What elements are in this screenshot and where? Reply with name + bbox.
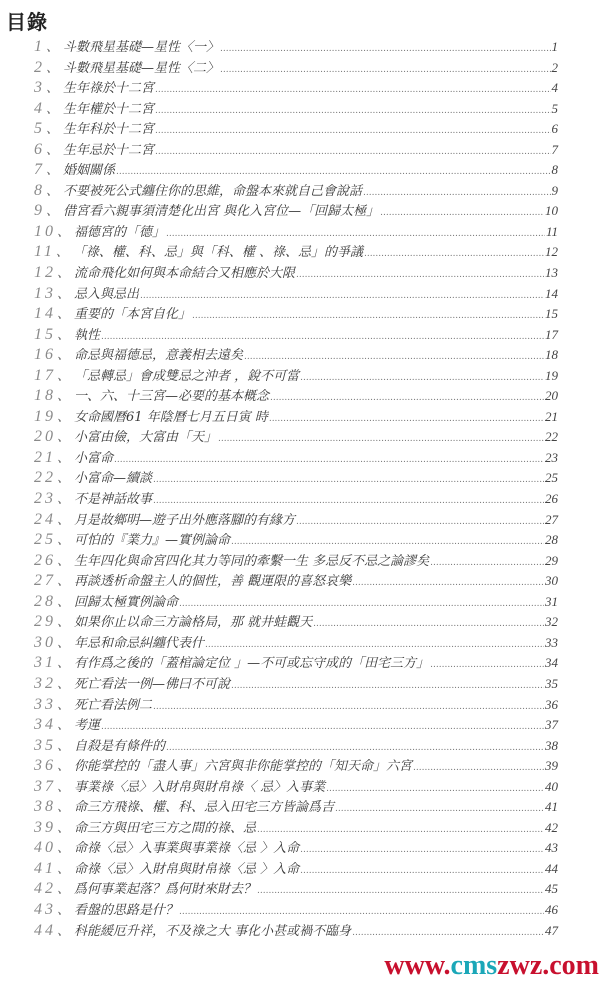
leader-dots [179, 594, 544, 615]
entry-page-number: 17 [545, 326, 558, 342]
toc-entry[interactable] [34, 859, 558, 880]
toc-entry[interactable] [34, 58, 558, 79]
entry-page-number: 36 [545, 696, 558, 712]
entry-title: 死亡看法一例—佛曰不可說 [74, 676, 231, 692]
leader-dots [220, 39, 550, 60]
entry-separator: 、 [57, 471, 71, 487]
entry-page-number: 22 [545, 429, 558, 445]
toc-entry[interactable] [34, 160, 558, 181]
watermark-brand: cms [450, 950, 498, 981]
toc-entry[interactable] [34, 530, 558, 551]
entry-separator: 、 [46, 60, 60, 76]
entry-separator: 、 [57, 759, 71, 775]
table-of-contents [34, 37, 558, 941]
toc-entry[interactable] [34, 366, 558, 387]
entry-separator: 、 [57, 574, 71, 590]
entry-separator: 、 [57, 738, 71, 754]
toc-entry[interactable] [34, 571, 558, 592]
entry-number: 19 [34, 407, 56, 425]
entry-page-number: 40 [545, 778, 558, 794]
entry-title: 不是神話故事 [74, 492, 153, 508]
entry-page-number: 4 [551, 80, 558, 96]
toc-entry[interactable] [34, 201, 558, 222]
entry-page-number: 20 [545, 388, 558, 404]
entry-number: 42 [34, 880, 56, 898]
entry-separator: 、 [57, 882, 71, 898]
entry-separator: 、 [57, 635, 71, 651]
entry-page-number: 10 [545, 203, 558, 219]
entry-separator: 、 [57, 779, 71, 795]
entry-separator: 、 [57, 923, 71, 939]
entry-number: 10 [34, 222, 56, 240]
entry-title: 自殺是有條件的 [74, 738, 166, 754]
entry-page-number: 21 [545, 408, 558, 424]
toc-entry[interactable] [34, 592, 558, 613]
entry-separator: 、 [57, 286, 71, 302]
entry-number: 33 [34, 695, 56, 713]
entry-title: 流命飛化如何與本命結合又相應於大限 [74, 266, 296, 282]
toc-entry[interactable] [34, 284, 558, 305]
leader-dots [220, 60, 550, 81]
entry-separator: 、 [57, 697, 71, 713]
toc-entry[interactable] [34, 633, 558, 654]
entry-title: 年忌和命忌糾纏代表什 [74, 635, 205, 651]
leader-dots [364, 244, 544, 265]
entry-separator: 、 [57, 409, 71, 425]
entry-separator: 、 [57, 676, 71, 692]
entry-title: 月是故鄉明—遊子出外應落腳的有緣方 [74, 512, 296, 528]
entry-separator: 、 [57, 307, 71, 323]
entry-number: 14 [34, 305, 56, 323]
entry-page-number: 1 [551, 39, 558, 54]
toc-entry[interactable] [34, 838, 558, 859]
leader-dots [430, 655, 544, 676]
entry-page-number: 8 [551, 162, 558, 178]
leader-dots [335, 799, 544, 820]
leader-dots [244, 347, 544, 368]
leader-dots [155, 101, 550, 122]
entry-separator: 、 [57, 820, 71, 836]
entry-number: 1 [34, 38, 45, 55]
entry-title: 生年權於十二宮 [63, 101, 155, 117]
entry-page-number: 42 [545, 819, 558, 835]
toc-entry[interactable] [34, 510, 558, 531]
watermark-prefix: www. [384, 950, 451, 981]
entry-number: 30 [34, 633, 56, 651]
leader-dots [430, 553, 544, 574]
entry-separator: 、 [57, 841, 71, 857]
leader-dots [352, 923, 544, 944]
entry-title: 死亡看法例二 [74, 697, 153, 713]
toc-entry[interactable] [34, 140, 558, 161]
toc-entry[interactable] [34, 119, 558, 140]
leader-dots [153, 470, 544, 491]
entry-title: 命忌與福德忌，意義相去遠矣 [74, 348, 244, 364]
toc-entry[interactable] [34, 674, 558, 695]
leader-dots [380, 203, 544, 224]
toc-entry[interactable] [34, 489, 558, 510]
toc-entry[interactable] [34, 921, 558, 942]
entry-separator: 、 [57, 594, 71, 610]
leader-dots [179, 902, 544, 923]
entry-number: 32 [34, 674, 56, 692]
entry-page-number: 45 [545, 881, 558, 897]
entry-page-number: 26 [545, 491, 558, 507]
entry-title: 命三方與田宅三方之間的祿、忌 [74, 820, 257, 836]
entry-separator: 、 [57, 553, 71, 569]
entry-page-number: 28 [545, 532, 558, 548]
entry-number: 15 [34, 325, 56, 343]
entry-title: 小富由儉，大富由「天」 [74, 430, 218, 446]
entry-separator: 、 [57, 430, 71, 446]
entry-title: 一、六、十三宮—必要的基本概念 [74, 389, 270, 405]
entry-page-number: 11 [545, 223, 558, 239]
entry-number: 41 [34, 859, 56, 877]
entry-page-number: 2 [551, 59, 558, 75]
entry-page-number: 37 [545, 717, 558, 733]
entry-separator: 、 [46, 142, 60, 158]
entry-number: 23 [34, 490, 56, 508]
entry-page-number: 35 [545, 675, 558, 691]
entry-separator: 、 [57, 656, 71, 672]
entry-title: 女命國曆61 年陰曆七月五日寅 時 [74, 409, 268, 425]
leader-dots [296, 512, 544, 533]
entry-separator: 、 [46, 81, 60, 97]
toc-entry[interactable] [34, 386, 558, 407]
leader-dots [300, 840, 544, 861]
entry-page-number: 13 [545, 265, 558, 281]
entry-separator: 、 [57, 389, 71, 405]
entry-page-number: 41 [545, 799, 558, 815]
toc-entry[interactable] [34, 777, 558, 798]
leader-dots [155, 142, 550, 163]
toc-entry[interactable] [34, 448, 558, 469]
watermark [384, 950, 599, 982]
leader-dots [218, 429, 544, 450]
entry-number: 5 [34, 120, 45, 138]
leader-dots [296, 265, 544, 286]
leader-dots [155, 80, 550, 101]
entry-title: 可怕的『業力』—實例論命 [74, 533, 231, 549]
entry-number: 34 [34, 716, 56, 734]
entry-separator: 、 [46, 204, 60, 220]
entry-page-number: 46 [545, 901, 558, 917]
entry-title: 重要的「本宮自化」 [74, 307, 192, 323]
entry-separator: 、 [57, 718, 71, 734]
toc-entry[interactable] [34, 468, 558, 489]
entry-separator: 、 [57, 348, 71, 364]
leader-dots [101, 327, 544, 348]
entry-number: 12 [34, 264, 56, 282]
entry-separator: 、 [57, 368, 71, 384]
leader-dots [300, 368, 544, 389]
leader-dots [166, 224, 545, 245]
entry-number: 18 [34, 387, 56, 405]
entry-separator: 、 [57, 615, 71, 631]
entry-page-number: 27 [545, 511, 558, 527]
entry-number: 27 [34, 572, 56, 590]
entry-page-number: 38 [545, 737, 558, 753]
entry-title: 如果你止以命三方論格局，那 就井蛙觀天 [74, 615, 313, 631]
leader-dots [231, 676, 544, 697]
entry-number: 28 [34, 592, 56, 610]
entry-separator: 、 [57, 800, 71, 816]
entry-number: 36 [34, 757, 56, 775]
toc-entry[interactable] [34, 756, 558, 777]
entry-title: 科能緩厄升祥，不及祿之大 事化小甚或禍不臨身 [74, 923, 352, 939]
entry-separator: 、 [57, 512, 71, 528]
toc-entry[interactable] [34, 242, 558, 263]
entry-page-number: 47 [545, 922, 558, 938]
entry-title: 生年忌於十二宮 [63, 142, 155, 158]
entry-title: 不要被死公式纏住你的思維，命盤本來就自己會說話 [63, 183, 363, 199]
entry-number: 22 [34, 469, 56, 487]
entry-separator: 、 [46, 40, 60, 55]
leader-dots [363, 183, 550, 204]
entry-separator: 、 [57, 327, 71, 343]
entry-number: 40 [34, 839, 56, 857]
entry-title: 小富命 [74, 450, 114, 466]
entry-separator: 、 [55, 245, 69, 261]
toc-entry[interactable] [34, 736, 558, 757]
entry-separator: 、 [57, 533, 71, 549]
entry-title: 看盤的思路是什？ [74, 902, 179, 918]
leader-dots [231, 532, 544, 553]
toc-entry[interactable] [34, 818, 558, 839]
entry-title: 爲何事業起落？爲何財來財去？ [74, 882, 257, 898]
entry-title: 斗數飛星基礎—星性〈一〉 [63, 40, 220, 55]
leader-dots [269, 409, 544, 430]
entry-page-number: 44 [545, 860, 558, 876]
toc-entry[interactable] [34, 427, 558, 448]
leader-dots [140, 286, 544, 307]
leader-dots [114, 450, 544, 471]
entry-separator: 、 [57, 224, 71, 240]
entry-separator: 、 [57, 861, 71, 877]
entry-title: 生年四化與命宮四化其力等同的牽繫一生 多忌反不忌之論謬矣 [74, 553, 430, 569]
entry-page-number: 34 [545, 655, 558, 671]
toc-entry[interactable] [34, 407, 558, 428]
entry-title: 命三方飛祿、權、科、忌入田宅三方皆論爲吉 [74, 800, 335, 816]
toc-entry[interactable] [34, 612, 558, 633]
entry-title: 福德宮的「德」 [74, 224, 166, 240]
entry-page-number: 23 [545, 449, 558, 465]
entry-title: 借宮看六親事須清楚化出宮 與化入宮位—「回歸太極」 [63, 204, 380, 220]
toc-entry[interactable] [34, 879, 558, 900]
entry-title: 有作爲之後的「蓋棺論定位 」—不可或忘守成的「田宅三方」 [74, 656, 430, 672]
entry-page-number: 6 [551, 121, 558, 137]
entry-separator: 、 [57, 902, 71, 918]
leader-dots [205, 635, 544, 656]
entry-number: 39 [34, 818, 56, 836]
entry-page-number: 25 [545, 470, 558, 486]
toc-entry[interactable] [34, 99, 558, 120]
entry-separator: 、 [57, 266, 71, 282]
entry-title: 小富命—續談 [74, 471, 153, 487]
entry-page-number: 14 [545, 285, 558, 301]
entry-number: 16 [34, 346, 56, 364]
entry-number: 24 [34, 510, 56, 528]
entry-page-number: 19 [545, 367, 558, 383]
entry-page-number: 30 [545, 573, 558, 589]
entry-number: 38 [34, 798, 56, 816]
leader-dots [116, 162, 550, 183]
toc-entry[interactable] [34, 181, 558, 202]
watermark-suffix: zwz.com [497, 950, 599, 981]
toc-entry[interactable] [34, 653, 558, 674]
leader-dots [326, 779, 544, 800]
leader-dots [352, 573, 544, 594]
entry-title: 事業祿〈忌〉入財帛與財帛祿〈 忌〉入事業 [74, 779, 326, 795]
leader-dots [153, 697, 544, 718]
entry-number: 20 [34, 428, 56, 446]
entry-title: 忌入與忌出 [74, 286, 140, 302]
toc-entry[interactable] [34, 37, 558, 58]
entry-page-number: 29 [545, 552, 558, 568]
toc-entry[interactable] [34, 222, 558, 243]
entry-number: 31 [34, 654, 56, 672]
entry-number: 6 [34, 140, 45, 158]
entry-page-number: 33 [545, 634, 558, 650]
entry-number: 13 [34, 284, 56, 302]
leader-dots [166, 738, 544, 759]
entry-number: 4 [34, 99, 45, 117]
toc-entry[interactable] [34, 551, 558, 572]
entry-page-number: 12 [545, 244, 558, 260]
leader-dots [192, 306, 544, 327]
entry-number: 9 [34, 202, 45, 220]
entry-title: 生年祿於十二宮 [63, 81, 155, 97]
entry-page-number: 9 [551, 182, 558, 198]
entry-title: 執性 [74, 327, 101, 343]
leader-dots [153, 491, 544, 512]
entry-number: 26 [34, 551, 56, 569]
leader-dots [155, 121, 550, 142]
entry-page-number: 32 [545, 614, 558, 630]
entry-title: 再談透析命盤主人的個性，善 觀運限的喜怒哀樂 [74, 574, 352, 590]
entry-page-number: 39 [545, 758, 558, 774]
entry-number: 7 [34, 161, 45, 179]
entry-title: 你能掌控的「盡人事」六宮與非你能掌控的「知天命」六宮 [74, 759, 413, 775]
leader-dots [101, 717, 544, 738]
entry-title: 考運 [74, 718, 101, 734]
page-title: 目錄 [6, 10, 48, 34]
entry-title: 生年科於十二宮 [63, 122, 155, 138]
entry-separator: 、 [46, 163, 60, 179]
entry-title: 命祿〈忌〉入財帛與財帛祿〈忌 〉入命 [74, 861, 300, 877]
leader-dots [257, 820, 544, 841]
entry-number: 25 [34, 531, 56, 549]
entry-number: 44 [34, 921, 56, 939]
entry-number: 3 [34, 79, 45, 97]
leader-dots [300, 861, 544, 882]
entry-number: 29 [34, 613, 56, 631]
toc-entry[interactable] [34, 345, 558, 366]
entry-separator: 、 [46, 183, 60, 199]
toc-entry[interactable] [34, 325, 558, 346]
entry-separator: 、 [57, 450, 71, 466]
leader-dots [313, 614, 544, 635]
toc-entry[interactable] [34, 78, 558, 99]
entry-number: 8 [34, 181, 45, 199]
entry-title: 命祿〈忌〉入事業與事業祿〈忌 〉入命 [74, 841, 300, 857]
entry-page-number: 7 [551, 141, 558, 157]
toc-entry[interactable] [34, 715, 558, 736]
entry-number: 37 [34, 777, 56, 795]
entry-separator: 、 [46, 122, 60, 138]
leader-dots [270, 388, 544, 409]
entry-separator: 、 [57, 492, 71, 508]
entry-title: 「祿、權、科、忌」與「科、權 、祿、忌」的爭議 [72, 245, 363, 261]
entry-page-number: 5 [551, 100, 558, 116]
entry-number: 21 [34, 448, 56, 466]
entry-number: 2 [34, 58, 45, 76]
leader-dots [257, 881, 544, 902]
entry-number: 11 [34, 243, 55, 261]
entry-separator: 、 [46, 101, 60, 117]
entry-page-number: 31 [545, 593, 558, 609]
entry-number: 43 [34, 900, 56, 918]
leader-dots [413, 758, 544, 779]
entry-title: 「忌轉忌」會成雙忌之沖者 ，銳不可當 [74, 368, 300, 384]
toc-entry[interactable] [34, 304, 558, 325]
toc-entry[interactable] [34, 695, 558, 716]
entry-title: 婚姻關係 [63, 163, 116, 179]
entry-number: 17 [34, 366, 56, 384]
entry-page-number: 43 [545, 840, 558, 856]
toc-entry[interactable] [34, 263, 558, 284]
toc-entry[interactable] [34, 900, 558, 921]
entry-title: 斗數飛星基礎—星性〈二〉 [63, 60, 220, 76]
toc-entry[interactable] [34, 797, 558, 818]
entry-title: 回歸太極實例論命 [74, 594, 179, 610]
entry-page-number: 15 [545, 306, 558, 322]
entry-number: 35 [34, 736, 56, 754]
entry-page-number: 18 [545, 347, 558, 363]
